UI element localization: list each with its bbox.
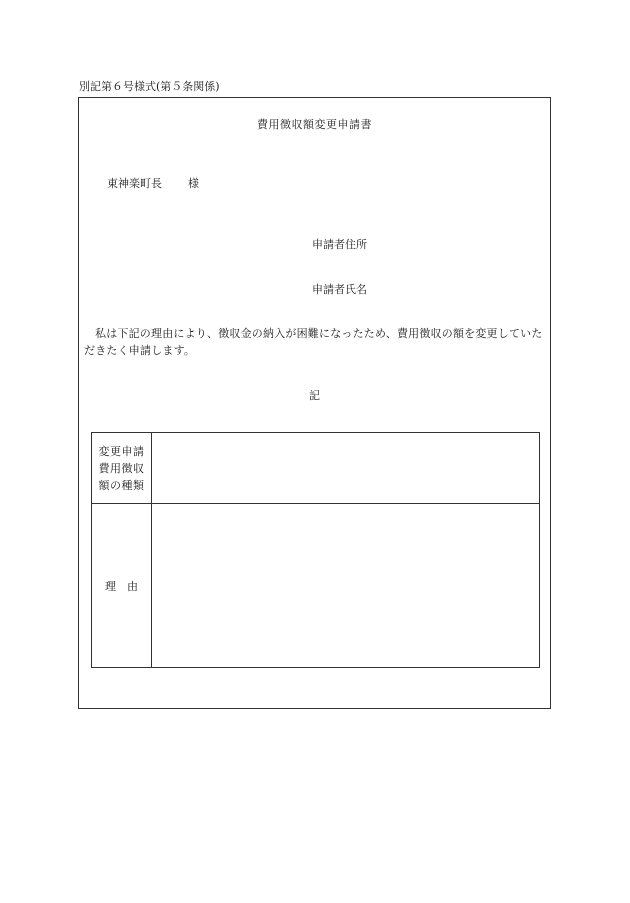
- fee-type-label: [99, 443, 145, 494]
- fee-type-label-line-1: 変更申請: [98, 444, 145, 458]
- fee-type-label-cell: [92, 433, 152, 503]
- addressee: [107, 175, 199, 191]
- document-title: 費用徴収額変更申請書: [257, 118, 372, 131]
- application-statement: 私は下記の理由により、徴収金の納入が困難になったため、費用徴収の額を変更していただきたく申請します。: [84, 327, 543, 357]
- detail-table: [91, 432, 540, 668]
- applicant-address-label: 申請者住所: [312, 238, 367, 251]
- reason-label: 理 由: [105, 579, 138, 593]
- fee-type-row: [92, 433, 539, 504]
- fee-type-label-line-2: 費用徴収: [98, 461, 145, 475]
- fee-type-value-cell[interactable]: [152, 433, 539, 503]
- applicant-name-label: 申請者氏名: [312, 283, 367, 296]
- reason-label-cell: [92, 504, 152, 667]
- reason-row: [92, 504, 539, 667]
- form-number: 別記第６号様式(第５条関係): [79, 80, 220, 93]
- fee-type-label-line-3: 額の種類: [98, 478, 145, 492]
- addressee-honorific: 様: [188, 177, 199, 190]
- reason-value-cell[interactable]: [152, 504, 539, 667]
- application-form-frame: [78, 97, 551, 709]
- ki-heading: 記: [309, 389, 320, 402]
- addressee-name: 東神楽町長: [107, 177, 162, 190]
